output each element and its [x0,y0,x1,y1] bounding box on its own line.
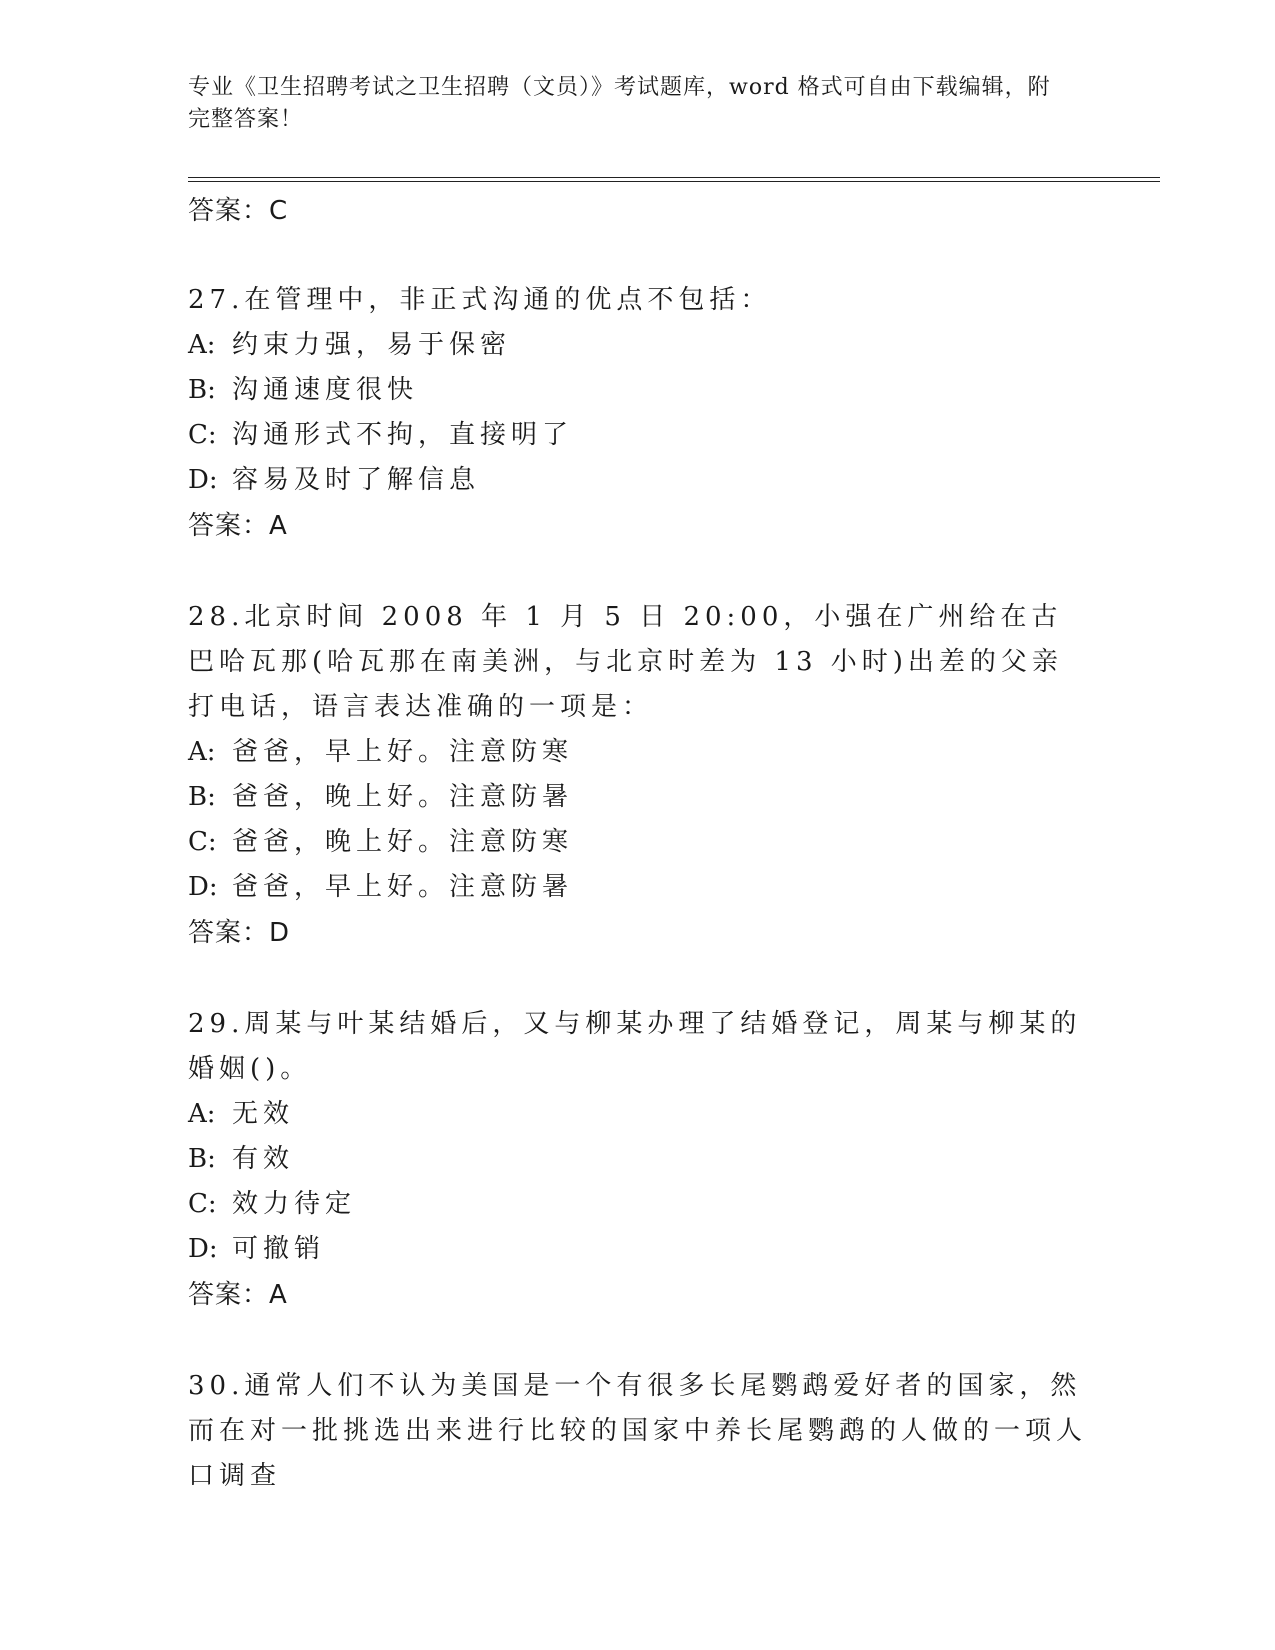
question-list [188,188,1088,1499]
option-letter: B: [188,375,216,405]
question-stem [188,1364,1088,1499]
answer-value: A [269,511,288,541]
option-letter: A: [188,1099,216,1129]
answer-line [188,1272,1088,1318]
option-c [188,1182,1088,1227]
question-28 [188,595,1088,956]
answer-value: A [269,1280,288,1310]
question-text: 在管理中，非正式沟通的优点不包括： [244,285,772,315]
option-text: 效力待定 [232,1189,357,1219]
option-letter: B: [188,782,216,812]
option-letter: A: [188,330,216,360]
option-letter: C: [188,1189,217,1219]
document-header [188,72,1068,136]
option-a [188,323,1088,368]
option-d [188,865,1088,910]
question-number: 30. [188,1371,245,1401]
answer-value: C [269,196,289,226]
answer-label: 答案： [188,511,270,541]
question-text: 通常人们不认为美国是一个有很多长尾鹦鹉爱好者的国家，然而在对一批挑选出来进行比较的国家中养长尾鹦鹉的人做的一项人口调查 [188,1371,1088,1491]
question-stem [188,1002,1088,1092]
option-letter: D: [188,872,218,902]
option-letter: A: [188,737,216,767]
option-text: 沟通速度很快 [232,375,419,405]
question-27 [188,278,1088,549]
answer-value: D [269,918,291,948]
option-b [188,1137,1088,1182]
option-letter: B: [188,1144,216,1174]
option-text: 爸爸，晚上好。注意防寒 [232,827,574,857]
question-number: 28. [188,602,245,632]
question-number: 27. [188,285,245,315]
option-text: 有效 [232,1144,295,1174]
question-number: 29. [188,1009,245,1039]
answer-line [188,188,1088,234]
option-a [188,730,1088,775]
question-text: 北京时间 2008 年 1 月 5 日 20:00，小强在广州给在古巴哈瓦那(哈瓦那在南美洲，与北京时差为 13 小时)出差的父亲打电话，语言表达准确的一项是： [188,602,1063,722]
option-text: 可撤销 [232,1234,326,1264]
question-stem [188,278,1088,323]
answer-label: 答案： [188,918,270,948]
option-letter: D: [188,1234,218,1264]
question-29 [188,1002,1088,1318]
option-letter: C: [188,420,217,450]
question-stem [188,595,1088,730]
answer-line [188,910,1088,956]
option-text: 约束力强，易于保密 [232,330,512,360]
option-text: 容易及时了解信息 [232,465,481,495]
option-d [188,458,1088,503]
option-letter: C: [188,827,217,857]
option-a [188,1092,1088,1137]
option-text: 爸爸，早上好。注意防暑 [232,872,574,902]
option-c [188,820,1088,865]
option-b [188,775,1088,820]
option-letter: D: [188,465,218,495]
header-title: 专业《卫生招聘考试之卫生招聘（文员）》考试题库，word 格式可自由下载编辑，附完整答案！ [188,75,1051,132]
option-b [188,368,1088,413]
answer-line [188,503,1088,549]
question-30 [188,1364,1088,1499]
option-text: 无效 [232,1099,295,1129]
answer-label: 答案： [188,196,270,226]
option-text: 爸爸，早上好。注意防寒 [232,737,574,767]
question-text: 周某与叶某结婚后，又与柳某办理了结婚登记，周某与柳某的婚姻()。 [188,1009,1082,1084]
option-c [188,413,1088,458]
header-divider-double [188,181,1160,182]
option-d [188,1227,1088,1272]
option-text: 沟通形式不拘，直接明了 [232,420,574,450]
option-text: 爸爸，晚上好。注意防暑 [232,782,574,812]
answer-label: 答案： [188,1280,270,1310]
header-divider [188,177,1160,178]
